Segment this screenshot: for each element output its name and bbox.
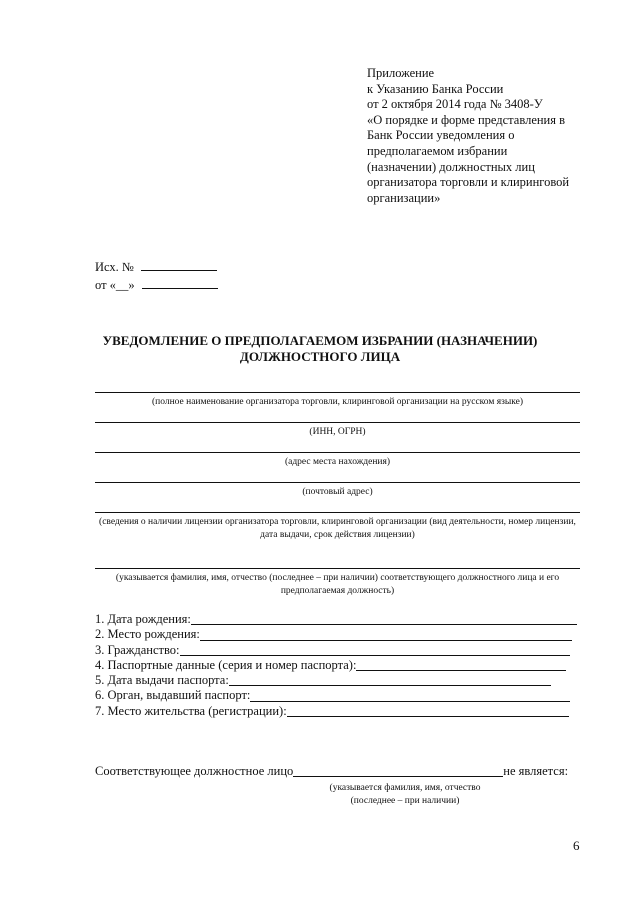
- item-label: 6. Орган, выдавший паспорт:: [95, 688, 251, 703]
- item-label: 3. Гражданство:: [95, 642, 180, 657]
- appendix-line: (назначении) должностных лиц: [367, 159, 535, 174]
- appendix-line: Приложение: [367, 66, 435, 80]
- license-info-field[interactable]: [95, 512, 580, 513]
- document-title: [60, 333, 580, 365]
- personal-data-list: [95, 612, 585, 719]
- postal-address-field[interactable]: [95, 482, 580, 483]
- list-item: [95, 658, 585, 673]
- citizenship-field[interactable]: [180, 655, 570, 656]
- outgoing-reference: [95, 258, 218, 294]
- statement-name-field[interactable]: [293, 776, 503, 777]
- outgoing-date-row: [95, 276, 218, 294]
- outgoing-number-row: [95, 258, 218, 276]
- statement-suffix: не является:: [503, 764, 569, 778]
- list-item: [95, 688, 585, 703]
- outgoing-date-field[interactable]: [142, 278, 218, 289]
- location-address-caption: (адрес места нахождения): [284, 457, 391, 467]
- statement-prefix: Соответствующее должностное лицо: [95, 764, 294, 778]
- item-label: 7. Место жительства (регистрации):: [95, 703, 287, 718]
- list-item: [95, 673, 585, 688]
- appendix-line: организатора торговли и клиринговой: [367, 175, 570, 190]
- appendix-line: Банк России уведомления о: [367, 128, 515, 143]
- inn-ogrn-field[interactable]: [95, 422, 580, 423]
- location-address-field[interactable]: [95, 452, 580, 453]
- appendix-line: организации»: [367, 190, 441, 205]
- residence-field[interactable]: [287, 716, 569, 717]
- title-line-2: ДОЛЖНОСТНОГО ЛИЦА: [239, 349, 401, 364]
- appendix-line: от 2 октября 2014 года № 3408-У: [367, 97, 543, 112]
- item-label: 4. Паспортные данные (серия и номер паспорта):: [95, 657, 357, 672]
- list-item: [95, 627, 585, 642]
- outgoing-date-label: от «__»: [95, 278, 135, 292]
- appendix-line: к Указанию Банка России: [367, 81, 504, 96]
- passport-issuer-field[interactable]: [250, 701, 570, 702]
- appendix-line: предполагаемом избрании: [367, 143, 508, 158]
- item-label: 1. Дата рождения:: [95, 612, 191, 626]
- statement-caption-line-2: (последнее – при наличии): [350, 795, 460, 806]
- birth-place-field[interactable]: [200, 640, 572, 641]
- birth-date-field[interactable]: [191, 624, 577, 625]
- list-item: [95, 612, 585, 627]
- statement-caption: [300, 782, 510, 807]
- outgoing-number-label: Исх. №: [95, 260, 134, 274]
- item-label: 2. Место рождения:: [95, 627, 200, 642]
- item-label: 5. Дата выдачи паспорта:: [95, 673, 229, 688]
- page-number: 6: [573, 838, 580, 853]
- statement-row: [95, 764, 568, 779]
- statement-caption-line-1: (указывается фамилия, имя, отчество: [329, 783, 481, 793]
- license-info-caption: (сведения о наличии лицензии организатора торговли, клиринговой организации (вид деятельности, номер лицензии, дата выдачи, срок действия лицензии): [99, 517, 576, 540]
- appendix-line: «О порядке и форме представления в: [367, 112, 566, 127]
- inn-ogrn-caption: (ИНН, ОГРН): [309, 427, 366, 437]
- passport-data-field[interactable]: [356, 670, 566, 671]
- appendix-header: [367, 66, 617, 206]
- passport-issue-date-field[interactable]: [229, 685, 551, 686]
- list-item: [95, 643, 585, 658]
- title-line-1: УВЕДОМЛЕНИЕ О ПРЕДПОЛАГАЕМОМ ИЗБРАНИИ (НАЗНАЧЕНИИ): [102, 333, 538, 348]
- official-name-caption: (указывается фамилия, имя, отчество (последнее – при наличии) соответствующего должностного лица и его предполагаемая должность): [115, 573, 560, 596]
- postal-address-caption: (почтовый адрес): [302, 487, 373, 497]
- org-name-caption: (полное наименование организатора торговли, клиринговой организации на русском языке): [151, 397, 524, 407]
- outgoing-number-field[interactable]: [141, 260, 217, 271]
- official-name-field[interactable]: [95, 568, 580, 569]
- org-name-field[interactable]: [95, 392, 580, 393]
- list-item: [95, 704, 585, 719]
